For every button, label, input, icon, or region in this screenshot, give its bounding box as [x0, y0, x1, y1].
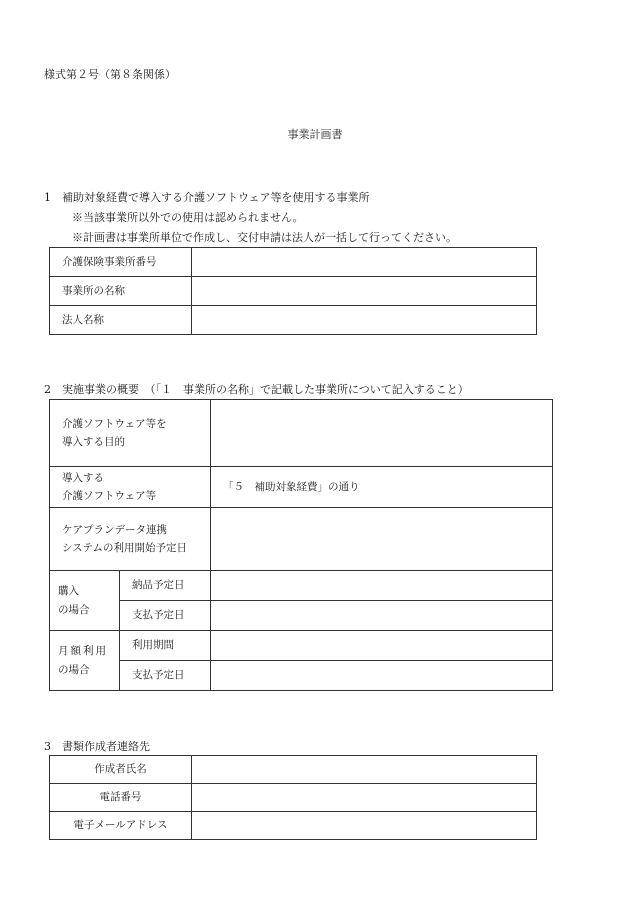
monthly-payment-field[interactable]: [211, 661, 553, 691]
section1-note-1: ※当該事業所以外での使用は認められません。: [72, 211, 304, 224]
table-row: [50, 601, 553, 631]
purchase-delivery-field[interactable]: [211, 571, 553, 601]
office-number-field[interactable]: [192, 248, 537, 277]
monthly-period-field[interactable]: [211, 631, 553, 661]
software-label-line1: 導入する: [62, 471, 104, 484]
table-row: [50, 306, 537, 335]
monthly-label-line2: の場合: [58, 663, 90, 676]
careplan-label: [50, 508, 211, 571]
purchase-payment-label: 支払予定日: [120, 601, 211, 631]
purchase-label: [50, 571, 120, 631]
office-table: [49, 247, 537, 335]
project-overview-table: [49, 399, 553, 691]
section1-note-2: ※計画書は事業所単位で作成し、交付申請は法人が一括して行ってください。: [72, 231, 457, 244]
table-row: [50, 467, 553, 508]
section2-heading: 2 実施事業の概要 （「１ 事業所の名称」で記載した事業所について記入すること）: [44, 383, 469, 396]
software-label: [50, 467, 211, 508]
table-row: [50, 248, 537, 277]
purchase-label-line1: 購入: [58, 585, 79, 598]
purchase-delivery-label: 納品予定日: [120, 571, 211, 601]
phone-label: 電話番号: [50, 784, 192, 812]
purpose-field[interactable]: [211, 400, 553, 467]
table-row: [50, 277, 537, 306]
purpose-label-line1: 介護ソフトウェア等を: [62, 417, 167, 430]
table-row: [50, 631, 553, 661]
corporation-name-label: 法人名称: [50, 306, 192, 335]
author-name-label: 作成者氏名: [50, 756, 192, 784]
purchase-label-line2: の場合: [58, 603, 90, 616]
office-number-label: 介護保険事業所番号: [50, 248, 192, 277]
purpose-label: [50, 400, 211, 467]
author-name-field[interactable]: [192, 756, 537, 784]
table-row: [50, 661, 553, 691]
office-name-field[interactable]: [192, 277, 537, 306]
software-label-line2: 介護ソフトウェア等: [62, 490, 157, 502]
table-row: [50, 812, 537, 840]
monthly-label-line1: 月額利用: [58, 645, 108, 658]
purpose-label-line2: 導入する目的: [62, 436, 125, 448]
table-row: [50, 571, 553, 601]
contact-table: [49, 755, 537, 840]
careplan-label-line2: システムの利用開始予定日: [62, 542, 187, 554]
table-row: [50, 508, 553, 571]
careplan-label-line1: ケアプランデータ連携: [62, 523, 167, 536]
monthly-period-label: 利用期間: [120, 631, 211, 661]
email-field[interactable]: [192, 812, 537, 840]
table-row: [50, 756, 537, 784]
section3-heading: 3 書類作成者連絡先: [44, 740, 150, 753]
corporation-name-field[interactable]: [192, 306, 537, 335]
table-row: [50, 784, 537, 812]
purchase-payment-field[interactable]: [211, 601, 553, 631]
office-name-label: 事業所の名称: [50, 277, 192, 306]
form-number: 様式第２号（第８条関係）: [44, 68, 176, 81]
email-label: 電子メールアドレス: [50, 812, 192, 840]
page-title: 事業計画書: [287, 128, 343, 141]
table-row: [50, 400, 553, 467]
monthly-label: [50, 631, 120, 691]
section1-heading: 1 補助対象経費で導入する介護ソフトウェア等を使用する事業所: [44, 191, 370, 204]
monthly-payment-label: 支払予定日: [120, 661, 211, 691]
software-field[interactable]: 「５ 補助対象経費」の通り: [211, 467, 553, 508]
careplan-start-field[interactable]: [211, 508, 553, 571]
phone-field[interactable]: [192, 784, 537, 812]
